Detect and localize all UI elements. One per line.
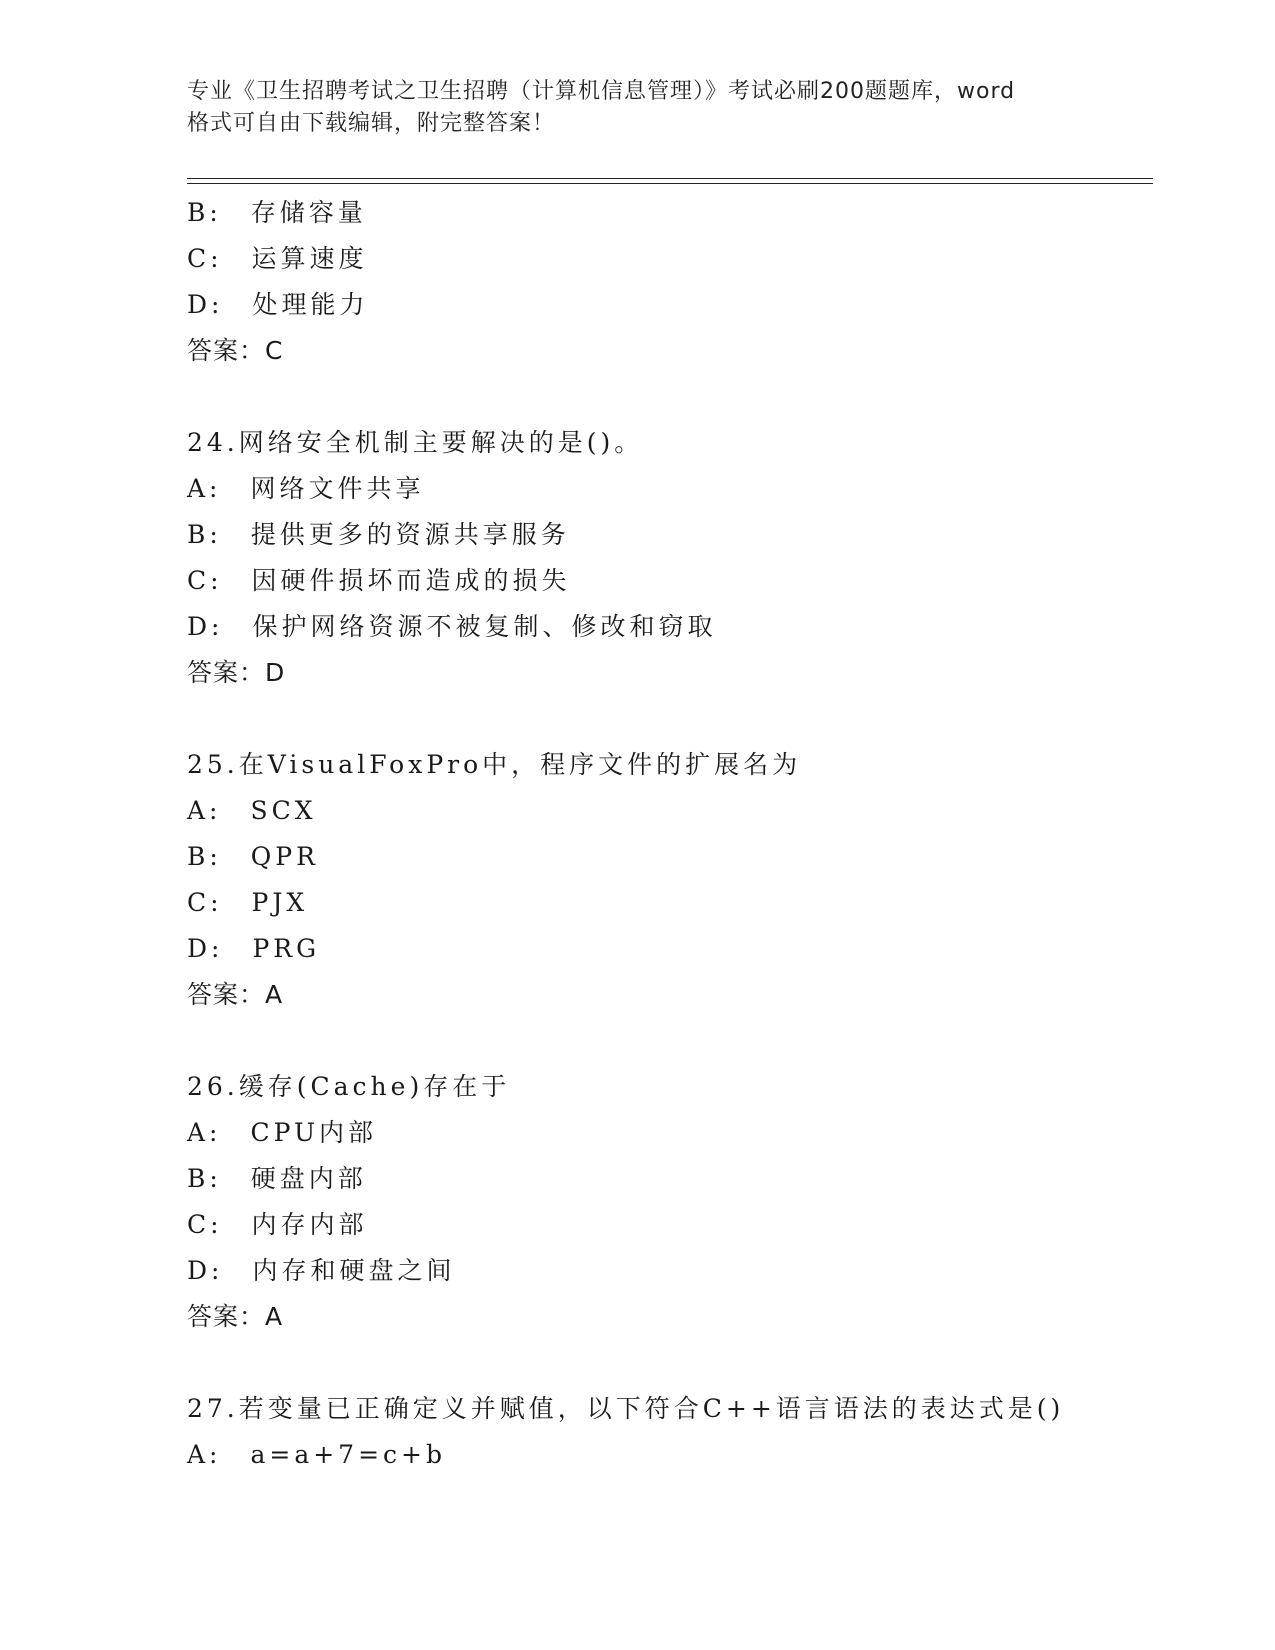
question-gap bbox=[187, 1018, 1153, 1064]
question-stem: 24.网络安全机制主要解决的是()。 bbox=[187, 428, 644, 457]
option-b: B: 提供更多的资源共享服务 bbox=[187, 520, 570, 549]
answer-line: 答案：D bbox=[187, 658, 286, 687]
header-divider-bottom bbox=[187, 183, 1153, 184]
header-line-2: 格式可自由下载编辑，附完整答案！ bbox=[187, 111, 556, 136]
answer-line: 答案：C bbox=[187, 336, 284, 365]
option-c: C: 内存内部 bbox=[187, 1210, 368, 1239]
option-a: A: a=a+7=c+b bbox=[187, 1440, 446, 1469]
option-d: D: 处理能力 bbox=[187, 290, 369, 319]
option-b: B: 硬盘内部 bbox=[187, 1164, 367, 1193]
option-d: D: PRG bbox=[187, 934, 321, 963]
option-d: D: 保护网络资源不被复制、修改和窃取 bbox=[187, 612, 717, 641]
option-b: B: QPR bbox=[187, 842, 319, 871]
question-gap bbox=[187, 696, 1153, 742]
header-line-1: 专业《卫生招聘考试之卫生招聘（计算机信息管理）》考试必刷200题题库，word bbox=[187, 79, 1016, 104]
question-content bbox=[187, 190, 1153, 1478]
question-gap bbox=[187, 374, 1153, 420]
document-header bbox=[187, 76, 1087, 140]
option-a: A: 网络文件共享 bbox=[187, 474, 425, 503]
question-stem: 25.在VisualFoxPro中，程序文件的扩展名为 bbox=[187, 750, 802, 779]
answer-line: 答案：A bbox=[187, 1302, 284, 1331]
option-a: A: CPU内部 bbox=[187, 1118, 378, 1147]
option-b: B: 存储容量 bbox=[187, 198, 367, 227]
option-a: A: SCX bbox=[187, 796, 317, 825]
option-d: D: 内存和硬盘之间 bbox=[187, 1256, 456, 1285]
question-stem: 26.缓存(Cache)存在于 bbox=[187, 1072, 511, 1101]
option-c: C: PJX bbox=[187, 888, 309, 917]
option-c: C: 因硬件损坏而造成的损失 bbox=[187, 566, 571, 595]
option-c: C: 运算速度 bbox=[187, 244, 368, 273]
question-stem: 27.若变量已正确定义并赋值，以下符合C++语言语法的表达式是() bbox=[187, 1394, 1065, 1423]
question-gap bbox=[187, 1340, 1153, 1386]
answer-line: 答案：A bbox=[187, 980, 284, 1009]
header-divider-top bbox=[187, 178, 1153, 179]
